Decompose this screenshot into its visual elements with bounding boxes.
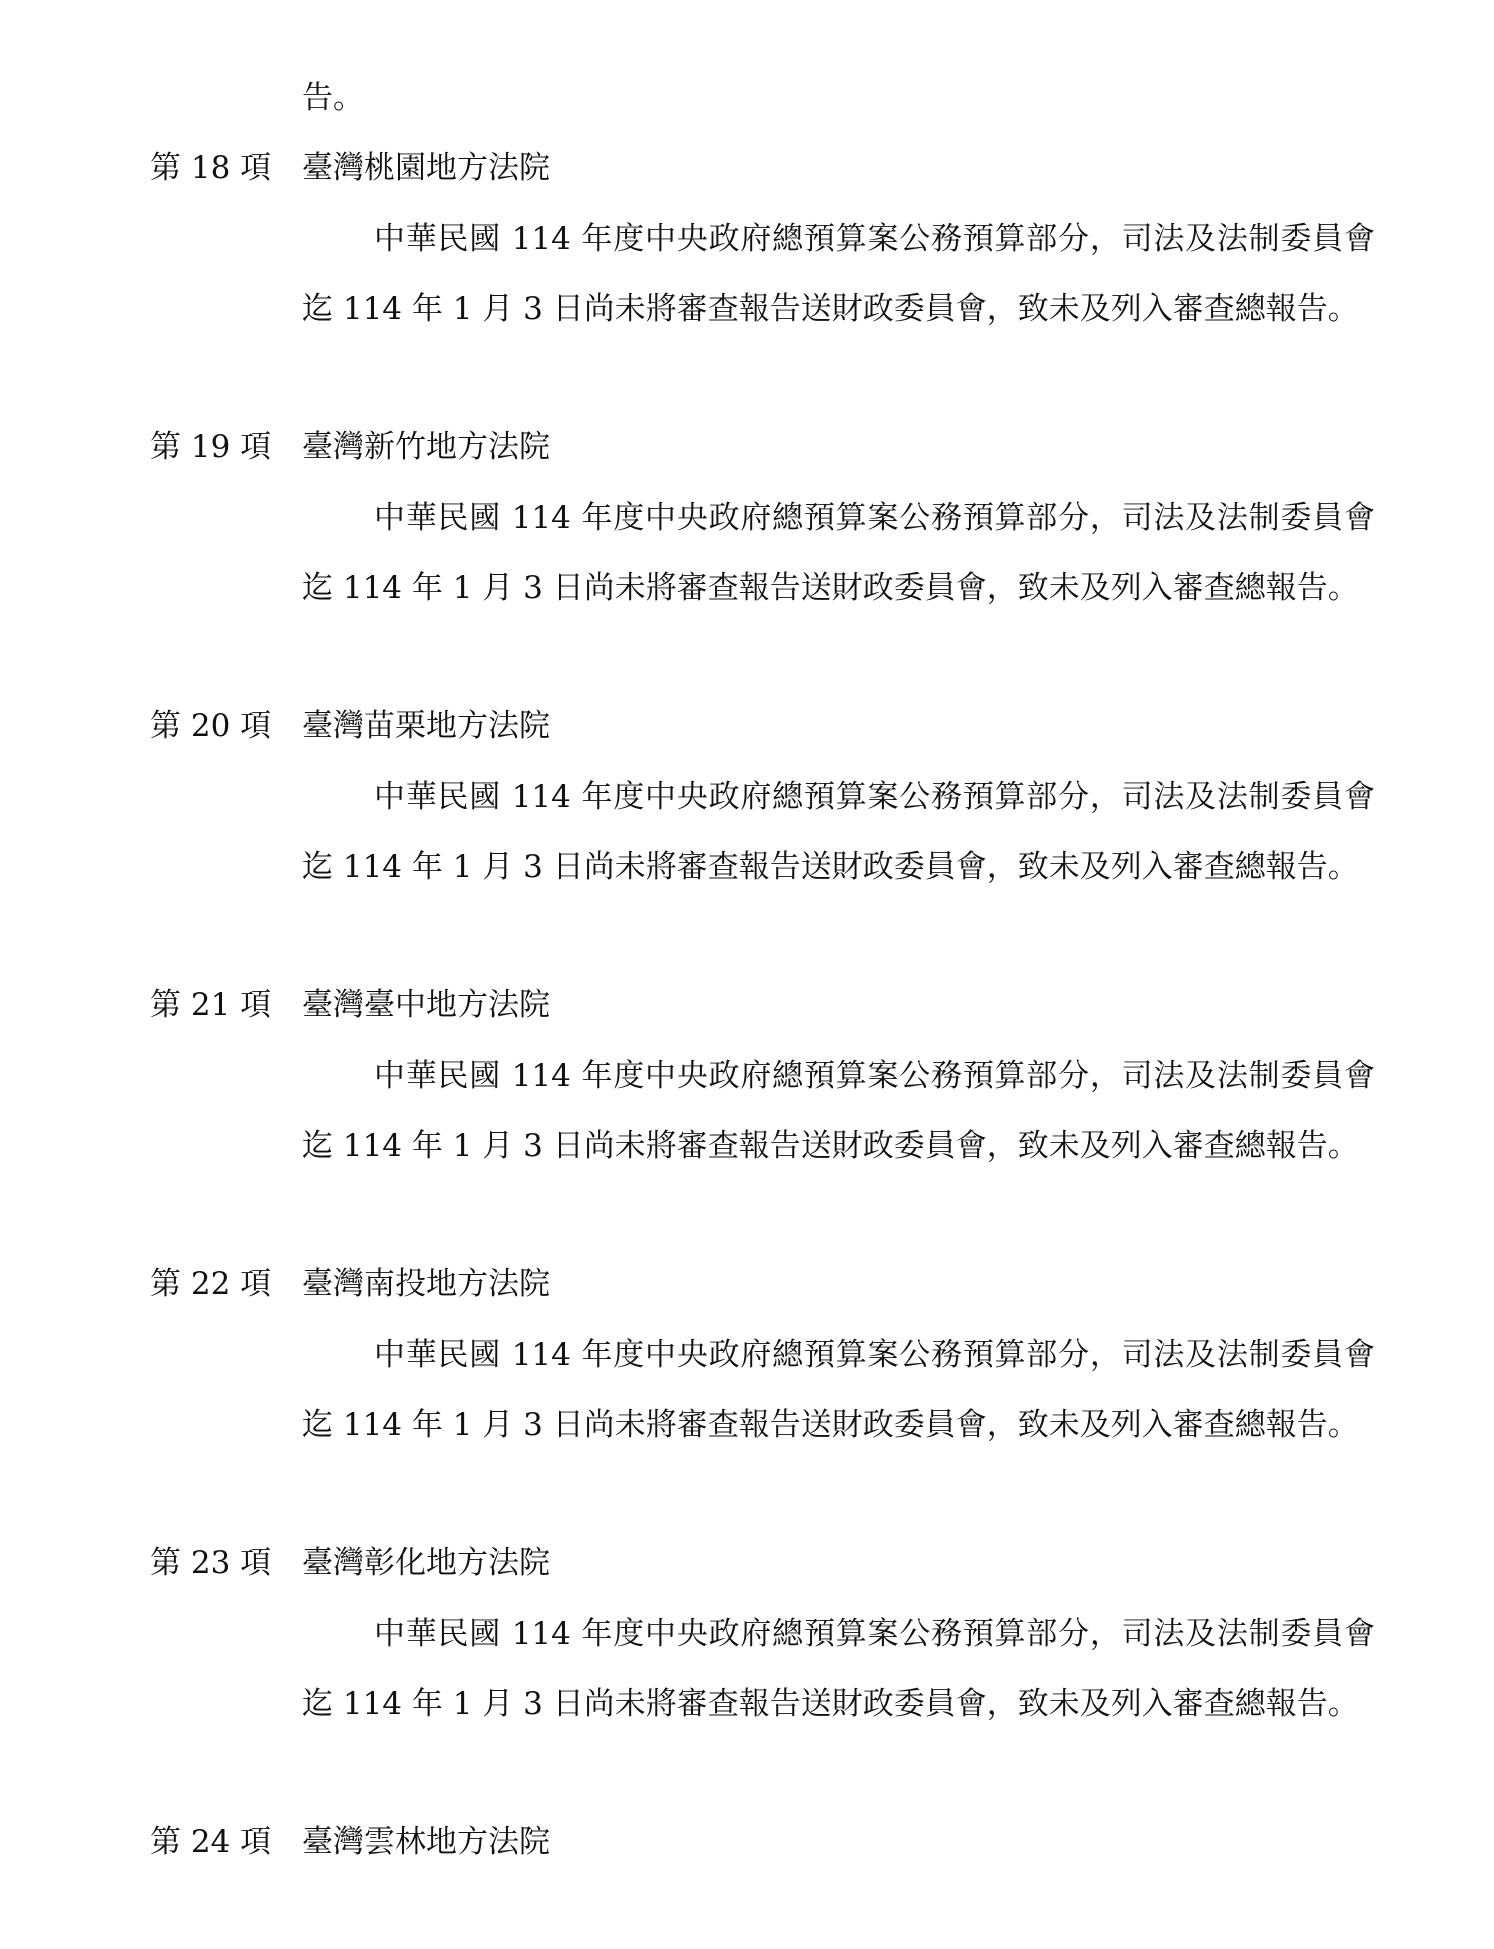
item-title: 臺灣新竹地方法院 <box>302 429 550 465</box>
item-body: 中華民國 114 年度中央政府總預算案公務預算部分，司法及法制委員會迄 114 年 1 月 3 日尚未將審查報告送財政委員會，致未及列入審查總報告。 <box>302 500 1375 606</box>
item-body: 中華民國 114 年度中央政府總預算案公務預算部分，司法及法制委員會迄 114 年 1 月 3 日尚未將審查報告送財政委員會，致未及列入審查總報告。 <box>302 221 1375 327</box>
item-title: 臺灣雲林地方法院 <box>302 1824 550 1860</box>
item-number: 第 22 項 <box>150 1266 272 1302</box>
item-heading <box>150 706 550 746</box>
item-heading <box>150 1822 550 1862</box>
item-heading <box>150 148 550 188</box>
item-heading <box>150 427 550 467</box>
item-number: 第 21 項 <box>150 987 272 1023</box>
item-number: 第 19 項 <box>150 429 272 465</box>
item-title: 臺灣南投地方法院 <box>302 1266 550 1302</box>
item-heading <box>150 1264 550 1304</box>
item-title: 臺灣苗栗地方法院 <box>302 708 550 744</box>
item-number: 第 18 項 <box>150 150 272 186</box>
item-body: 中華民國 114 年度中央政府總預算案公務預算部分，司法及法制委員會迄 114 年 1 月 3 日尚未將審查報告送財政委員會，致未及列入審查總報告。 <box>302 779 1375 885</box>
continued-paragraph-end: 告。 <box>302 80 364 116</box>
item-heading <box>150 985 550 1025</box>
item-heading <box>150 1543 550 1583</box>
item-title: 臺灣彰化地方法院 <box>302 1545 550 1581</box>
item-body: 中華民國 114 年度中央政府總預算案公務預算部分，司法及法制委員會迄 114 年 1 月 3 日尚未將審查報告送財政委員會，致未及列入審查總報告。 <box>302 1337 1375 1443</box>
item-number: 第 24 項 <box>150 1824 272 1860</box>
item-number: 第 20 項 <box>150 708 272 744</box>
item-number: 第 23 項 <box>150 1545 272 1581</box>
item-title: 臺灣桃園地方法院 <box>302 150 550 186</box>
item-body: 中華民國 114 年度中央政府總預算案公務預算部分，司法及法制委員會迄 114 年 1 月 3 日尚未將審查報告送財政委員會，致未及列入審查總報告。 <box>302 1058 1375 1164</box>
item-title: 臺灣臺中地方法院 <box>302 987 550 1023</box>
item-body: 中華民國 114 年度中央政府總預算案公務預算部分，司法及法制委員會迄 114 年 1 月 3 日尚未將審查報告送財政委員會，致未及列入審查總報告。 <box>302 1616 1375 1722</box>
